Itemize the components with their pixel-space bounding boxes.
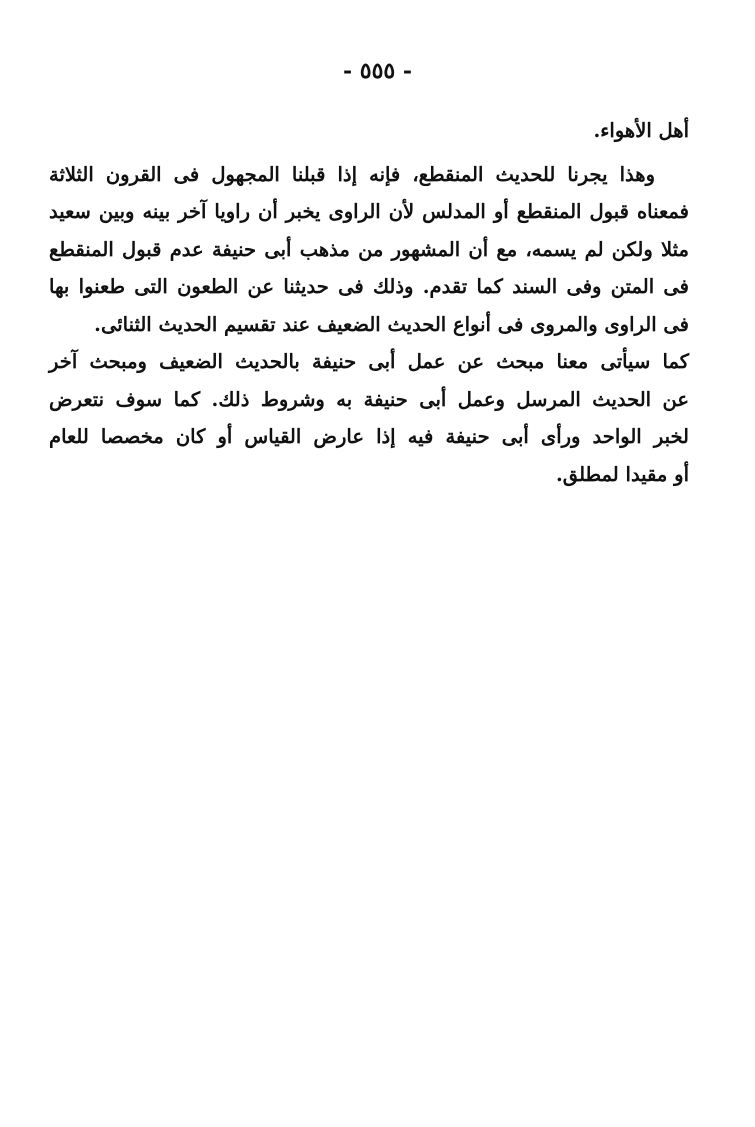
text-line: وهذا يجرنا للحديث المنقطع، فإنه إذا قبلنا المجهول فى القرون الثلاثة xyxy=(49,162,655,186)
body-text xyxy=(49,112,689,493)
page-number: - ٥٥٥ - xyxy=(342,58,413,84)
text-line: فى المتن وفى السند كما تقدم. وذلك فى حديثنا عن الطعون التى طعنوا بها xyxy=(49,275,689,298)
text-line: أو مقيدا لمطلق. xyxy=(556,462,689,486)
text-line: فمعناه قبول المنقطع أو المدلس لأن الراوى يخبر أن راويا آخر بينه وبين سعيد xyxy=(49,200,690,223)
text-line: فى الراوى والمروى فى أنواع الحديث الضعيف عند تقسيم الحديث الثنائى. xyxy=(94,312,689,336)
text-line: عن الحديث المرسل وعمل أبى حنيفة به وشروط ذلك. كما سوف نتعرض xyxy=(49,387,689,411)
text-line: كما سيأتى معنا مبحث عن عمل أبى حنيفة بالحديث الضعيف ومبحث آخر xyxy=(49,350,689,373)
text-line: أهل الأهواء. xyxy=(593,119,689,142)
text-line: لخبر الواحد ورأى أبى حنيفة فيه إذا عارض القياس أو كان مخصصا للعام xyxy=(49,425,689,448)
text-line: مثلا ولكن لم يسمه، مع أن المشهور من مذهب أبى حنيفة عدم قبول المنقطع xyxy=(49,237,689,261)
